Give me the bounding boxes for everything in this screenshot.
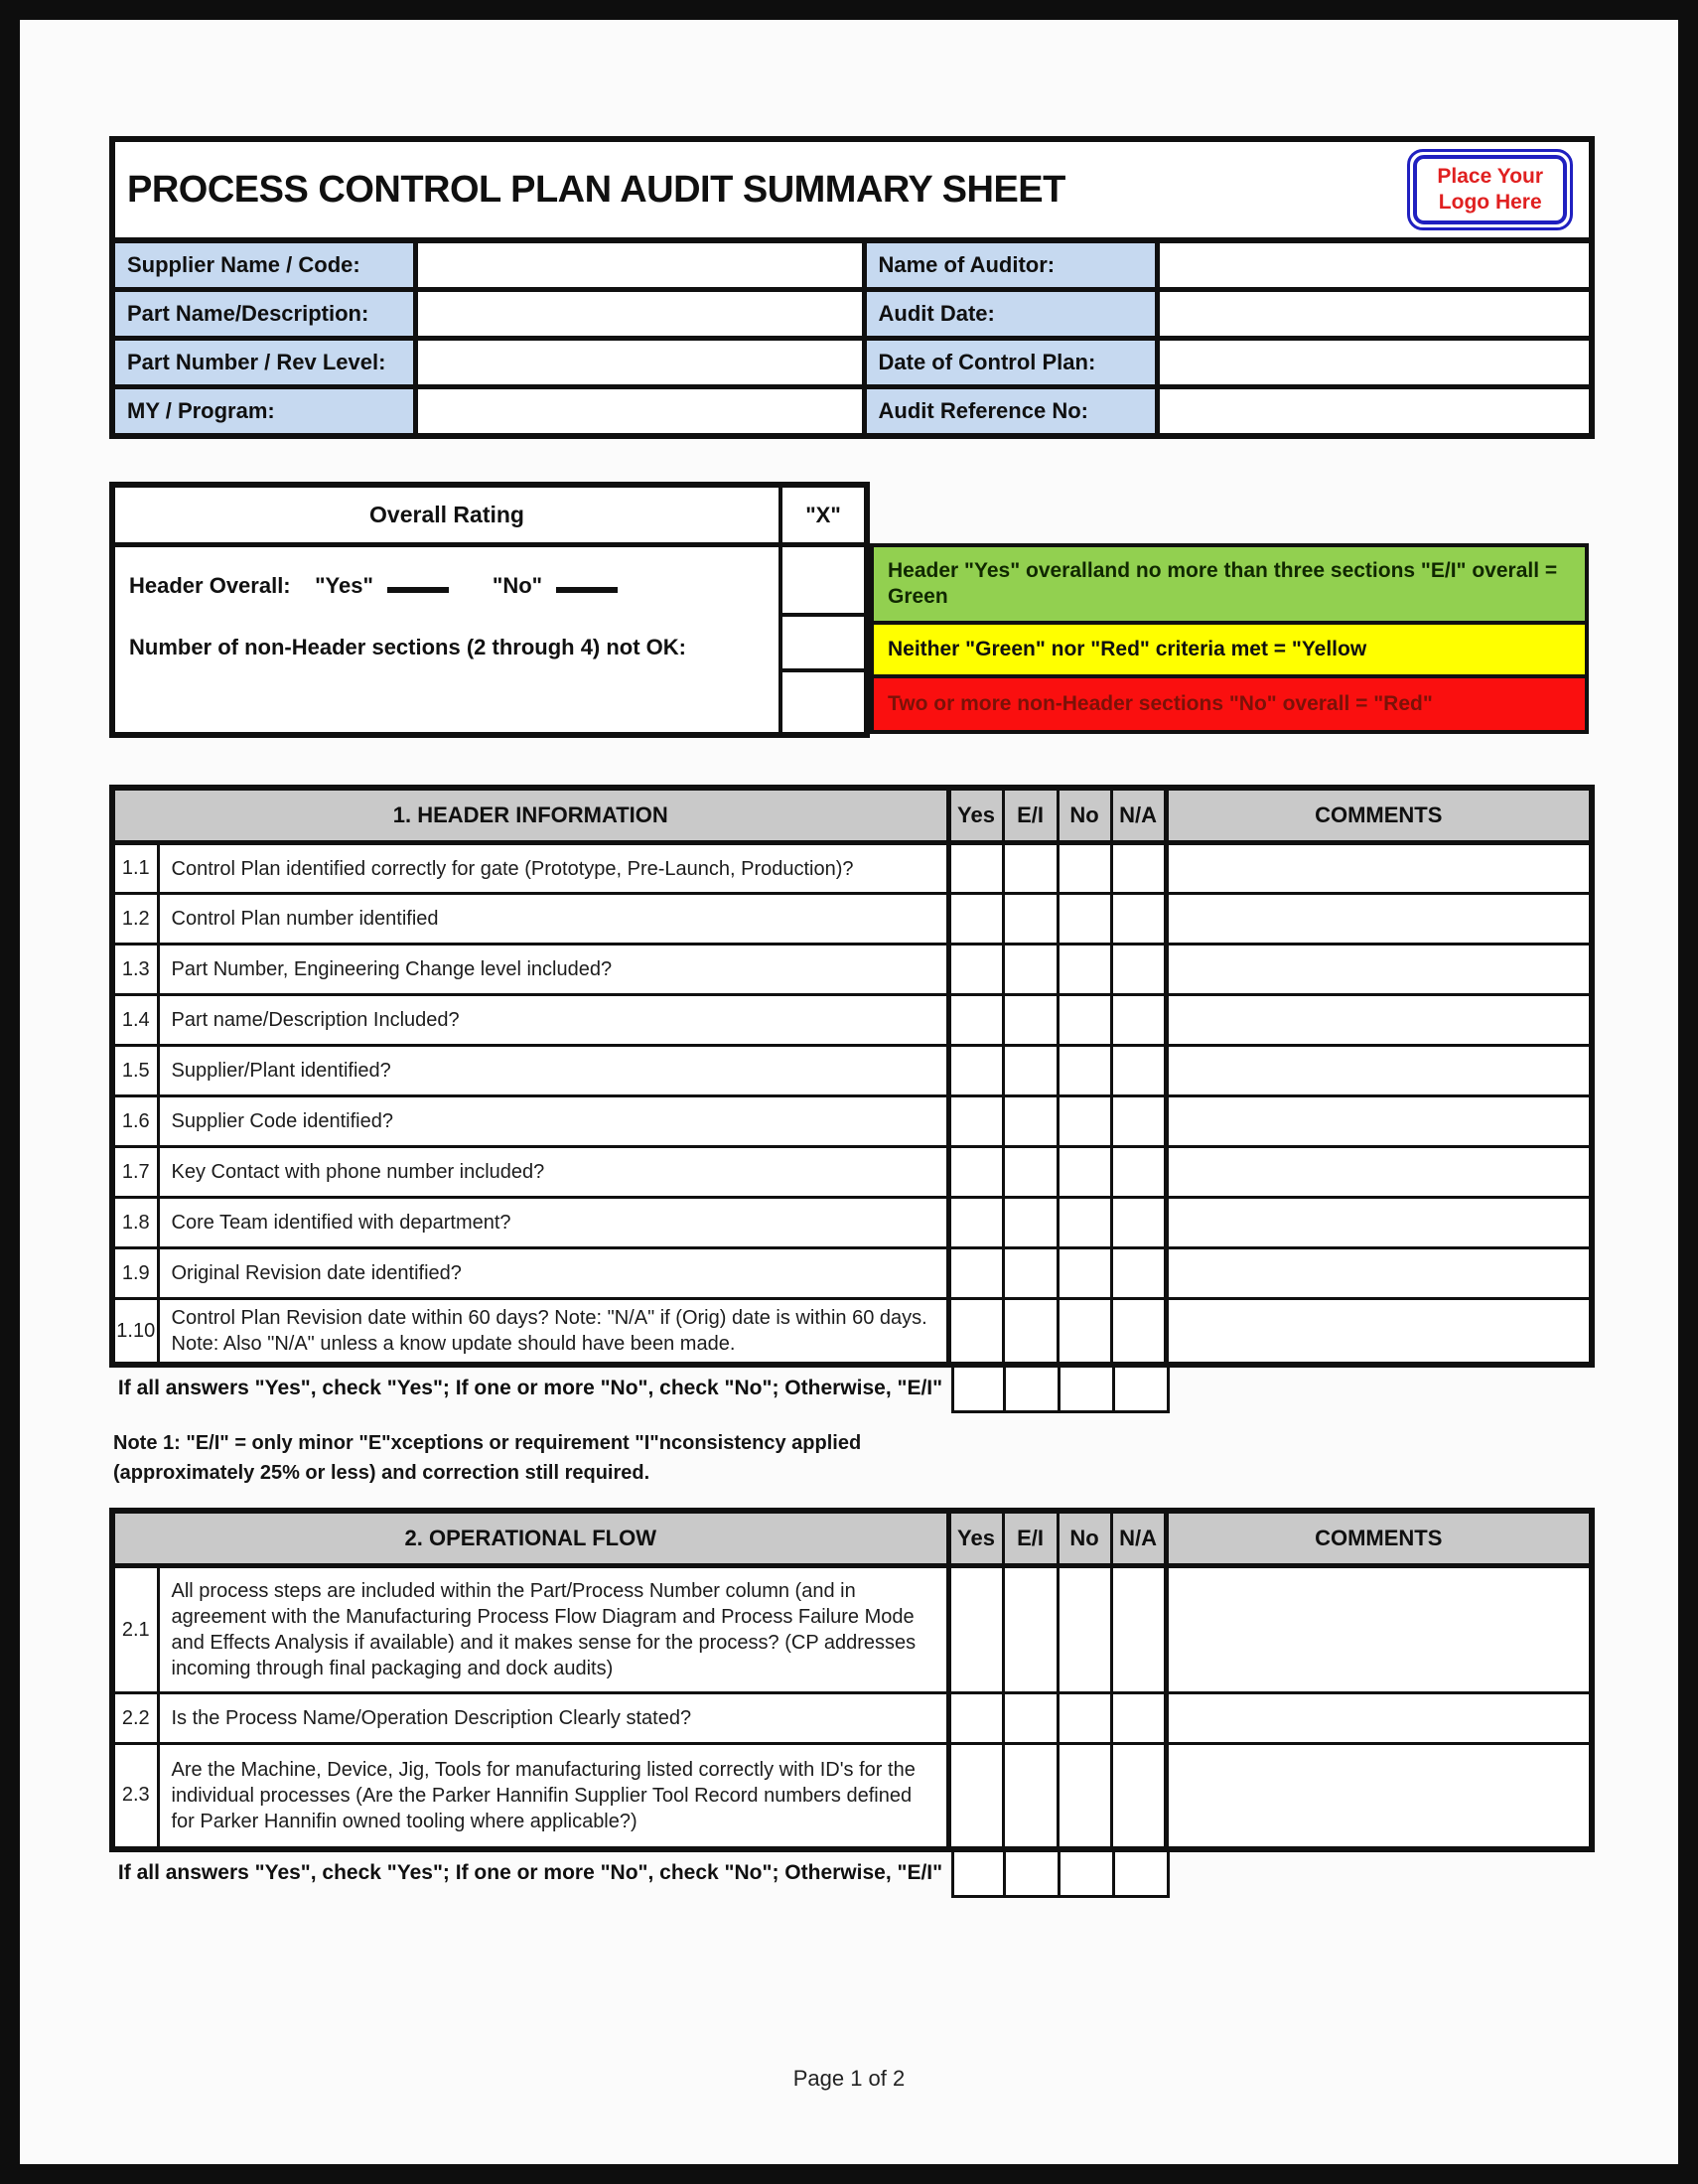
- table-row: [112, 1046, 1592, 1096]
- row-number: 1.10: [112, 1299, 158, 1366]
- summary-cell-yes[interactable]: [951, 1852, 1006, 1898]
- check-cell-na[interactable]: [1111, 1693, 1166, 1744]
- row-question: Is the Process Name/Operation Description Clearly stated?: [158, 1693, 948, 1744]
- table-row: [112, 1198, 1592, 1248]
- no-label: "No": [492, 573, 543, 598]
- non-header-sections-line: Number of non-Header sections (2 through 4) not OK:: [129, 635, 687, 659]
- check-cell-na[interactable]: [1111, 894, 1166, 945]
- note-1-line1: Note 1: "E/I" = only minor "E"xceptions or requirement "I"nconsistency applied: [113, 1432, 862, 1454]
- row-question: Supplier Code identified?: [158, 1096, 948, 1147]
- field-label-supplier: Supplier Name / Code:: [112, 240, 415, 290]
- check-cell-na[interactable]: [1111, 1198, 1166, 1248]
- column-header-ei: E/I: [1003, 788, 1058, 843]
- header-field-row: [112, 387, 1592, 437]
- x-column-header: "X": [778, 488, 864, 547]
- yes-blank-line[interactable]: [387, 571, 449, 593]
- row-number: 1.4: [112, 995, 158, 1046]
- field-value-auditor[interactable]: [1157, 240, 1592, 290]
- check-cell-na[interactable]: [1111, 1299, 1166, 1366]
- field-label-part-name: Part Name/Description:: [112, 290, 415, 339]
- check-cell-ei[interactable]: [1003, 1299, 1058, 1366]
- column-header-yes: Yes: [948, 788, 1003, 843]
- check-cell-yes[interactable]: [948, 1198, 1003, 1248]
- check-cell-yes[interactable]: [948, 1147, 1003, 1198]
- table-row: [112, 1693, 1592, 1744]
- field-value-control-plan-date[interactable]: [1157, 339, 1592, 387]
- check-cell-ei[interactable]: [1003, 1096, 1058, 1147]
- section-operational-flow: [109, 1508, 1589, 1898]
- section-header-information: [109, 785, 1589, 1413]
- table-row: [112, 843, 1592, 894]
- field-value-my-program[interactable]: [415, 387, 864, 437]
- row-number: 1.1: [112, 843, 158, 894]
- row-question: Part name/Description Included?: [158, 995, 948, 1046]
- section-2-footer: [109, 1852, 1589, 1898]
- check-cell-yes[interactable]: [948, 843, 1003, 894]
- title-block: [109, 136, 1589, 439]
- comment-cell[interactable]: [1166, 1147, 1592, 1198]
- section-1-title: 1. HEADER INFORMATION: [112, 788, 948, 843]
- criteria-yellow: Neither "Green" nor "Red" criteria met = "Yellow: [870, 625, 1589, 678]
- check-cell-yes[interactable]: [948, 1299, 1003, 1366]
- check-cell-na[interactable]: [1111, 1744, 1166, 1849]
- section-2-title: 2. OPERATIONAL FLOW: [112, 1511, 948, 1566]
- column-header-na: N/A: [1111, 788, 1166, 843]
- check-cell-ei[interactable]: [1003, 1248, 1058, 1299]
- check-cell-no[interactable]: [1058, 1046, 1111, 1096]
- page-number: Page 1 of 2: [792, 2066, 906, 2091]
- field-value-part-number[interactable]: [415, 339, 864, 387]
- check-cell-no[interactable]: [1058, 843, 1111, 894]
- comment-cell[interactable]: [1166, 1693, 1592, 1744]
- check-cell-no[interactable]: [1058, 1096, 1111, 1147]
- check-cell-na[interactable]: [1111, 1096, 1166, 1147]
- comment-cell[interactable]: [1166, 1198, 1592, 1248]
- summary-cell-yes[interactable]: [951, 1368, 1006, 1413]
- check-cell-ei[interactable]: [1003, 1147, 1058, 1198]
- logo-text-line2: Logo Here: [1438, 191, 1542, 214]
- comment-cell[interactable]: [1166, 843, 1592, 894]
- section-1-table: [109, 785, 1595, 1368]
- column-header-no: No: [1058, 788, 1111, 843]
- check-cell-na[interactable]: [1111, 995, 1166, 1046]
- field-value-part-name[interactable]: [415, 290, 864, 339]
- table-row: [112, 1096, 1592, 1147]
- comment-cell[interactable]: [1166, 1248, 1592, 1299]
- column-header-yes: Yes: [948, 1511, 1003, 1566]
- summary-cell-no[interactable]: [1061, 1852, 1115, 1898]
- check-cell-no[interactable]: [1058, 1744, 1111, 1849]
- row-number: 1.8: [112, 1198, 158, 1248]
- note-1: [113, 1428, 861, 1488]
- section-2-table: [109, 1508, 1595, 1852]
- row-number: 1.7: [112, 1147, 158, 1198]
- summary-cell-na[interactable]: [1115, 1852, 1170, 1898]
- row-question: Original Revision date identified?: [158, 1248, 948, 1299]
- row-number: 2.3: [112, 1744, 158, 1849]
- column-header-comments: COMMENTS: [1166, 1511, 1592, 1566]
- logo-placeholder[interactable]: [1407, 149, 1573, 231]
- check-cell-ei[interactable]: [1003, 1744, 1058, 1849]
- summary-cell-ei[interactable]: [1006, 1368, 1061, 1413]
- field-label-part-number: Part Number / Rev Level:: [112, 339, 415, 387]
- row-number: 2.1: [112, 1566, 158, 1693]
- header-overall-label: Header Overall:: [129, 573, 291, 598]
- table-row: [112, 1566, 1592, 1693]
- check-cell-no[interactable]: [1058, 1693, 1111, 1744]
- row-number: 1.9: [112, 1248, 158, 1299]
- row-question: All process steps are included within the Part/Process Number column (and in agreement with the Manufacturing Process Flow Diagram and Process Failure Mode and Effects Analysis if available) and it makes sense for the process? (CP addresses incoming through final packaging and dock audits): [158, 1566, 948, 1693]
- check-cell-yes[interactable]: [948, 1248, 1003, 1299]
- comment-cell[interactable]: [1166, 1744, 1592, 1849]
- section-2-footer-rule: If all answers "Yes", check "Yes"; If one or more "No", check "No"; Otherwise, "E/I": [117, 1860, 943, 1884]
- check-cell-yes[interactable]: [948, 1744, 1003, 1849]
- check-cell-yes[interactable]: [948, 1096, 1003, 1147]
- check-cell-ei[interactable]: [1003, 1046, 1058, 1096]
- check-cell-na[interactable]: [1111, 1046, 1166, 1096]
- header-overall-line: [129, 571, 771, 599]
- check-cell-ei[interactable]: [1003, 1198, 1058, 1248]
- comment-cell[interactable]: [1166, 1046, 1592, 1096]
- criteria-red: Two or more non-Header sections "No" overall = "Red": [870, 678, 1589, 734]
- row-question: Control Plan identified correctly for gate (Prototype, Pre-Launch, Production)?: [158, 843, 948, 894]
- note-1-line2: (approximately 25% or less) and correction still required.: [113, 1462, 650, 1484]
- comment-cell[interactable]: [1166, 1299, 1592, 1366]
- field-value-audit-date[interactable]: [1157, 290, 1592, 339]
- row-question: Are the Machine, Device, Jig, Tools for manufacturing listed correctly with ID's for the individual processes (Are the Parker Hannifin Supplier Tool Record numbers defined for Parker Hannifin owned tooling where applicable?): [158, 1744, 948, 1849]
- comment-cell[interactable]: [1166, 894, 1592, 945]
- field-label-audit-reference: Audit Reference No:: [864, 387, 1157, 437]
- overall-rating-block: [109, 482, 1589, 738]
- field-label-control-plan-date: Date of Control Plan:: [864, 339, 1157, 387]
- summary-cell-na[interactable]: [1115, 1368, 1170, 1413]
- column-header-comments: COMMENTS: [1166, 788, 1592, 843]
- check-cell-yes[interactable]: [948, 995, 1003, 1046]
- logo-text-line1: Place Your: [1437, 164, 1544, 188]
- table-row: [112, 1248, 1592, 1299]
- table-row: [112, 1744, 1592, 1849]
- table-row: [112, 945, 1592, 995]
- comment-cell[interactable]: [1166, 1096, 1592, 1147]
- check-cell-ei[interactable]: [1003, 843, 1058, 894]
- check-cell-no[interactable]: [1058, 894, 1111, 945]
- check-cell-yes[interactable]: [948, 894, 1003, 945]
- row-number: 1.3: [112, 945, 158, 995]
- row-number: 2.2: [112, 1693, 158, 1744]
- check-cell-ei[interactable]: [1003, 1566, 1058, 1693]
- row-question: Core Team identified with department?: [158, 1198, 948, 1248]
- check-cell-no[interactable]: [1058, 1198, 1111, 1248]
- check-cell-ei[interactable]: [1003, 894, 1058, 945]
- x-cell-yellow[interactable]: [782, 617, 864, 672]
- summary-cell-ei[interactable]: [1006, 1852, 1061, 1898]
- summary-cell-no[interactable]: [1061, 1368, 1115, 1413]
- check-cell-na[interactable]: [1111, 1147, 1166, 1198]
- overall-rating-title: Overall Rating: [115, 488, 778, 547]
- criteria-green: Header "Yes" overalland no more than three sections "E/I" overall = Green: [870, 543, 1589, 625]
- comment-cell[interactable]: [1166, 945, 1592, 995]
- row-number: 1.6: [112, 1096, 158, 1147]
- column-header-ei: E/I: [1003, 1511, 1058, 1566]
- row-question: Control Plan Revision date within 60 days? Note: "N/A" if (Orig) date is within 60 days. Note: Also "N/A" unless a know update should have been made.: [158, 1299, 948, 1366]
- check-cell-na[interactable]: [1111, 1566, 1166, 1693]
- check-cell-ei[interactable]: [1003, 995, 1058, 1046]
- row-question: Part Number, Engineering Change level included?: [158, 945, 948, 995]
- field-label-my-program: MY / Program:: [112, 387, 415, 437]
- field-value-supplier[interactable]: [415, 240, 864, 290]
- no-blank-line[interactable]: [556, 571, 618, 593]
- check-cell-no[interactable]: [1058, 945, 1111, 995]
- check-cell-na[interactable]: [1111, 945, 1166, 995]
- check-cell-ei[interactable]: [1003, 1693, 1058, 1744]
- section-1-footer-rule: If all answers "Yes", check "Yes"; If one or more "No", check "No"; Otherwise, "E/I": [117, 1377, 943, 1399]
- row-question: Supplier/Plant identified?: [158, 1046, 948, 1096]
- check-cell-no[interactable]: [1058, 1147, 1111, 1198]
- header-field-row: [112, 240, 1592, 290]
- page-title: PROCESS CONTROL PLAN AUDIT SUMMARY SHEET: [127, 168, 1065, 211]
- comment-cell[interactable]: [1166, 1566, 1592, 1693]
- row-number: 1.5: [112, 1046, 158, 1096]
- x-cell-green[interactable]: [782, 547, 864, 617]
- row-number: 1.2: [112, 894, 158, 945]
- check-cell-yes[interactable]: [948, 1693, 1003, 1744]
- check-cell-yes[interactable]: [948, 1046, 1003, 1096]
- yes-label: "Yes": [315, 573, 373, 598]
- check-cell-yes[interactable]: [948, 1566, 1003, 1693]
- check-cell-na[interactable]: [1111, 1248, 1166, 1299]
- column-header-no: No: [1058, 1511, 1111, 1566]
- field-value-audit-reference[interactable]: [1157, 387, 1592, 437]
- table-row: [112, 995, 1592, 1046]
- header-field-row: [112, 290, 1592, 339]
- check-cell-no[interactable]: [1058, 1299, 1111, 1366]
- column-header-na: N/A: [1111, 1511, 1166, 1566]
- check-cell-no[interactable]: [1058, 1566, 1111, 1693]
- section-1-footer: [109, 1368, 1589, 1413]
- header-field-row: [112, 339, 1592, 387]
- field-label-auditor: Name of Auditor:: [864, 240, 1157, 290]
- field-label-audit-date: Audit Date:: [864, 290, 1157, 339]
- table-row: [112, 1147, 1592, 1198]
- table-row: [112, 1299, 1592, 1366]
- comment-cell[interactable]: [1166, 995, 1592, 1046]
- x-cell-red[interactable]: [782, 672, 864, 732]
- check-cell-no[interactable]: [1058, 1248, 1111, 1299]
- table-row: [112, 894, 1592, 945]
- check-cell-na[interactable]: [1111, 843, 1166, 894]
- check-cell-yes[interactable]: [948, 945, 1003, 995]
- check-cell-no[interactable]: [1058, 995, 1111, 1046]
- check-cell-ei[interactable]: [1003, 945, 1058, 995]
- row-question: Control Plan number identified: [158, 894, 948, 945]
- row-question: Key Contact with phone number included?: [158, 1147, 948, 1198]
